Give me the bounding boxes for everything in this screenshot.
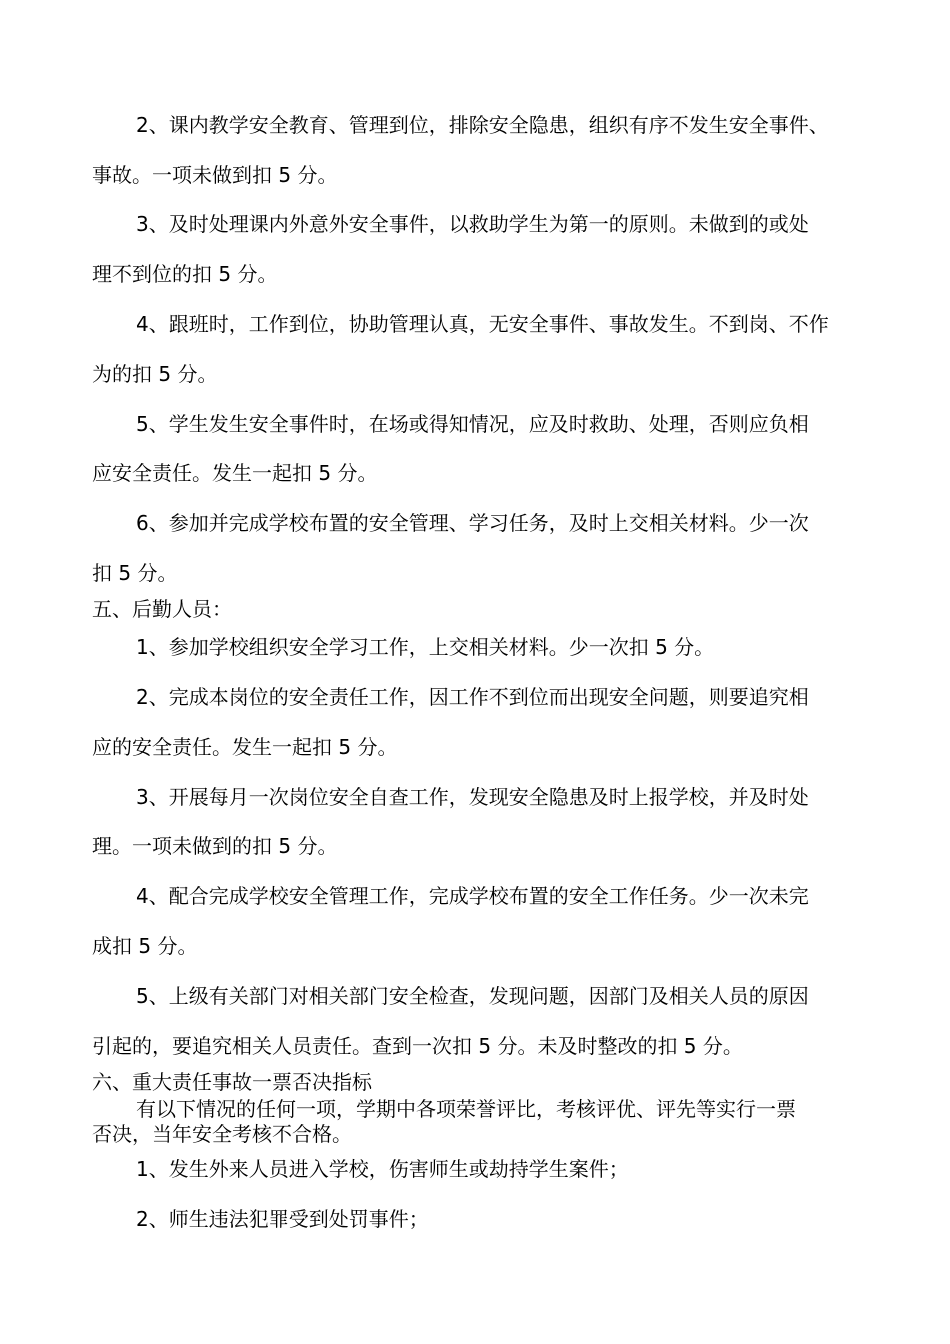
- paragraph-line: 3、开展每月一次岗位安全自查工作，发现安全隐患及时上报学校，并及时处: [136, 785, 809, 809]
- paragraph-line: 成扣 5 分。: [92, 934, 198, 958]
- paragraph-line: 引起的，要追究相关人员责任。查到一次扣 5 分。未及时整改的扣 5 分。: [92, 1034, 743, 1058]
- paragraph-line: 事故。一项未做到扣 5 分。: [92, 163, 338, 187]
- paragraph-line: 2、课内教学安全教育、管理到位，排除安全隐患，组织有序不发生安全事件、: [136, 113, 829, 137]
- section-heading: 六、重大责任事故一票否决指标: [92, 1070, 372, 1094]
- paragraph-line: 2、师生违法犯罪受到处罚事件；: [136, 1207, 429, 1231]
- paragraph-line: 6、参加并完成学校布置的安全管理、学习任务，及时上交相关材料。少一次: [136, 511, 809, 535]
- paragraph-line: 5、学生发生安全事件时，在场或得知情况，应及时救助、处理，否则应负相: [136, 412, 809, 436]
- paragraph-line: 3、及时处理课内外意外安全事件，以救助学生为第一的原则。未做到的或处: [136, 212, 809, 236]
- paragraph-line: 4、配合完成学校安全管理工作，完成学校布置的安全工作任务。少一次未完: [136, 884, 809, 908]
- paragraph-line: 2、完成本岗位的安全责任工作，因工作不到位而出现安全问题，则要追究相: [136, 685, 809, 709]
- paragraph-line: 1、参加学校组织安全学习工作，上交相关材料。少一次扣 5 分。: [136, 635, 715, 659]
- section-heading: 五、后勤人员：: [92, 597, 232, 621]
- paragraph-line: 理。一项未做到的扣 5 分。: [92, 834, 338, 858]
- paragraph-line: 理不到位的扣 5 分。: [92, 262, 278, 286]
- paragraph-line: 4、跟班时，工作到位，协助管理认真，无安全事件、事故发生。不到岗、不作: [136, 312, 829, 336]
- paragraph-line: 否决，当年安全考核不合格。: [92, 1122, 352, 1146]
- paragraph-line: 为的扣 5 分。: [92, 362, 218, 386]
- paragraph-line: 1、发生外来人员进入学校，伤害师生或劫持学生案件；: [136, 1157, 629, 1181]
- paragraph-line: 扣 5 分。: [92, 561, 178, 585]
- paragraph-line: 有以下情况的任何一项，学期中各项荣誉评比，考核评优、评先等实行一票: [136, 1097, 796, 1121]
- paragraph-line: 应的安全责任。发生一起扣 5 分。: [92, 735, 398, 759]
- paragraph-line: 5、上级有关部门对相关部门安全检查，发现问题，因部门及相关人员的原因: [136, 984, 809, 1008]
- paragraph-line: 应安全责任。发生一起扣 5 分。: [92, 461, 378, 485]
